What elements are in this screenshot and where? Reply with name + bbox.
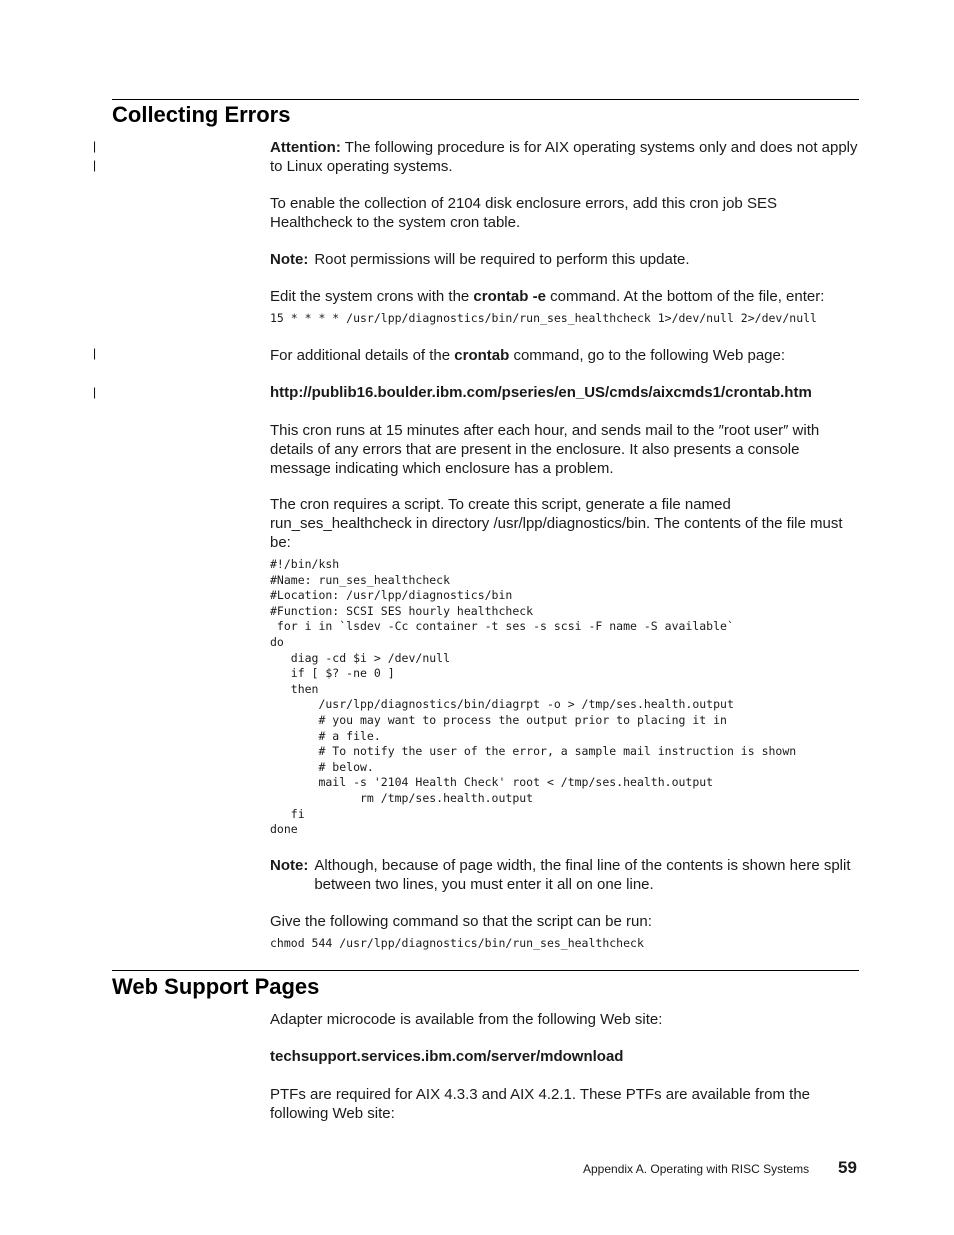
microcode-text: Adapter microcode is available from the following Web site:: [270, 1011, 663, 1028]
give-command-text: Give the following command so that the script can be run:: [270, 913, 652, 930]
mdownload-url-link[interactable]: techsupport.services.ibm.com/server/mdownload: [270, 1048, 624, 1065]
section-title-web-support-pages: Web Support Pages: [112, 974, 320, 999]
microcode-paragraph: [270, 1010, 860, 1029]
enable-text: To enable the collection of 2104 disk enclosure errors, add this cron job SES Healthcheck to the system cron table.: [270, 195, 777, 231]
note-label: Note:: [270, 857, 309, 874]
details-text-post: command, go to the following Web page:: [509, 347, 786, 364]
chmod-line-code: chmod 544 /usr/lpp/diagnostics/bin/run_ses_healthcheck: [270, 936, 644, 950]
section-divider: [112, 970, 859, 971]
change-bar: |: [93, 346, 97, 360]
enable-paragraph: [270, 194, 860, 232]
edit-text-pre: Edit the system crons with the: [270, 288, 474, 305]
change-bar: |: [93, 139, 97, 153]
crontab-url-link[interactable]: http://publib16.boulder.ibm.com/pseries/en_US/cmds/aixcmds1/crontab.htm: [270, 384, 812, 401]
ptfs-paragraph: [270, 1085, 860, 1123]
change-bar: |: [93, 385, 97, 399]
script-code-block: #!/bin/ksh #Name: run_ses_healthcheck #Location: /usr/lpp/diagnostics/bin #Function: SCSI SES hourly healthcheck for i in `lsdev -Cc container -t ses -s scsi -F name -S available` do diag -cd $i > /dev/null if [ $? -ne 0 ] then /usr/lpp/diagnostics/bin/diagrpt -o > /tmp/ses.health.output # you may want to process the output prior to placing it in # a file. # To notify the user of the error, a sample mail instruction is shown # below. mail -s '2104 Health Check' root < /tmp/ses.health.output rm /tmp/ses.health.output fi done: [270, 557, 797, 837]
page-number: 59: [838, 1158, 857, 1177]
details-paragraph: [270, 346, 860, 365]
crontab-e-command: crontab -e: [473, 288, 546, 305]
edit-crons-paragraph: [270, 287, 860, 306]
give-command-paragraph: [270, 912, 860, 931]
note-text: Root permissions will be required to perform this update.: [314, 251, 690, 268]
edit-text-post: command. At the bottom of the file, enter:: [545, 288, 825, 305]
note-label: Note:: [270, 251, 309, 268]
script-paragraph: [270, 495, 860, 552]
ptfs-text: PTFs are required for AIX 4.3.3 and AIX 4.2.1. These PTFs are available from the following Web site:: [270, 1086, 810, 1122]
note-root-permissions: [270, 250, 860, 269]
details-text-pre: For additional details of the: [270, 347, 455, 364]
crontab-command: crontab: [454, 347, 510, 364]
note-text: Although, because of page width, the final line of the contents is shown here split between two lines, you must enter it all on one line.: [314, 857, 851, 893]
attention-text: The following procedure is for AIX operating systems only and does not apply to Linux operating systems.: [270, 139, 858, 175]
attention-paragraph: [270, 138, 860, 176]
cron-runs-text: This cron runs at 15 minutes after each hour, and sends mail to the ″root user″ with details of any errors that are present in the enclosure. It also presents a console message indicating which enclosure has a problem.: [270, 422, 820, 477]
script-text: The cron requires a script. To create this script, generate a file named run_ses_healthcheck in directory /usr/lpp/diagnostics/bin. The contents of the file must be:: [270, 496, 843, 551]
change-bar: |: [93, 158, 97, 172]
footer-text: Appendix A. Operating with RISC Systems: [583, 1162, 810, 1176]
note-page-width: [270, 856, 860, 894]
section-divider: [112, 99, 859, 100]
cron-line-code: 15 * * * * /usr/lpp/diagnostics/bin/run_ses_healthcheck 1>/dev/null 2>/dev/null: [270, 311, 817, 325]
cron-runs-paragraph: [270, 421, 860, 478]
attention-label: Attention:: [270, 139, 341, 156]
section-title-collecting-errors: Collecting Errors: [112, 102, 291, 127]
